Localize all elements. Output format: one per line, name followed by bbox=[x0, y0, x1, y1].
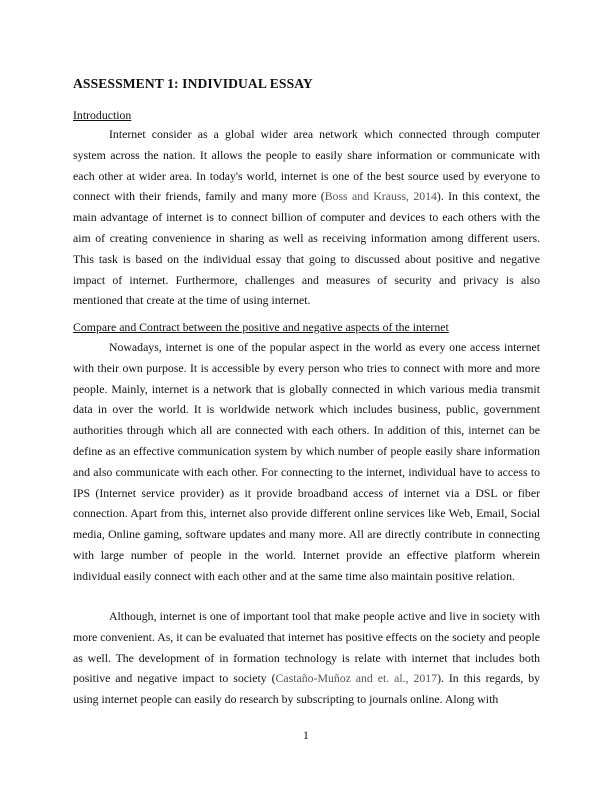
paragraph-compare-1: Nowadays, internet is one of the popular aspect in the world as every one access internet with their own purpose. It is accessible by every person who tries to connect with more and more people. Mainly, internet is a network that is globally connected in which various media transmit data in over the world. It is worldwide network which includes business, public, government authorities through which all are connected with each others. In addition of this, internet can be define as an effective communication system by which number of people easily share information and also communicate with each other. For connecting to the internet, individual have to access to IPS (Internet service provider) as it provide broadband access of internet via a DSL or fiber connection. Apart from this, internet also provide different online services like Web, Email, Social media, Online gaming, software updates and many more. All are directly contribute in connecting with large number of people in the world. Internet provide an effective platform wherein individual easily connect with each other and at the same time also maintain positive relation. bbox=[73, 340, 540, 583]
citation: Castaño-Muñoz and et. al., 2017 bbox=[275, 671, 438, 686]
essay-title: ASSESSMENT 1: INDIVIDUAL ESSAY bbox=[73, 76, 313, 91]
paragraph-introduction bbox=[73, 124, 540, 311]
paragraph-text: ). In this regards, by using internet people can easily do research by subscripting to journals online. Along with bbox=[73, 671, 540, 707]
paragraph-text: ). In this context, the main advantage of internet is to connect billion of computer and devices to each others with the aim of creating convenience in sharing as well as receiving information among different users. This task is based on the individual essay that going to discussed about positive and negative impact of internet. Furthermore, challenges and measures of security and privacy is also mentioned that create at the time of using internet. bbox=[73, 189, 541, 308]
page-number: 1 bbox=[303, 728, 309, 742]
section-heading-introduction: Introduction bbox=[73, 108, 132, 122]
paragraph-text: Although, internet is one of important tool that make people active and live in society with more convenient. As, it can be evaluated that internet has positive effects on the society and people as well. The development of in formation technology is relate with internet that includes both positive and negative impact to society ( bbox=[73, 609, 540, 686]
section-heading-compare: Compare and Contract between the positive and negative aspects of the internet bbox=[73, 320, 449, 334]
paragraph-compare-2 bbox=[73, 606, 540, 710]
paragraph-text: Internet consider as a global wider area network which connected through computer system across the nation. It allows the people to easily share information or communicate with each other at wider area. In today's world, internet is one of the best source used by everyone to connect with their friends, family and many more ( bbox=[73, 127, 540, 204]
citation: Boss and Krauss, 2014 bbox=[324, 189, 437, 204]
